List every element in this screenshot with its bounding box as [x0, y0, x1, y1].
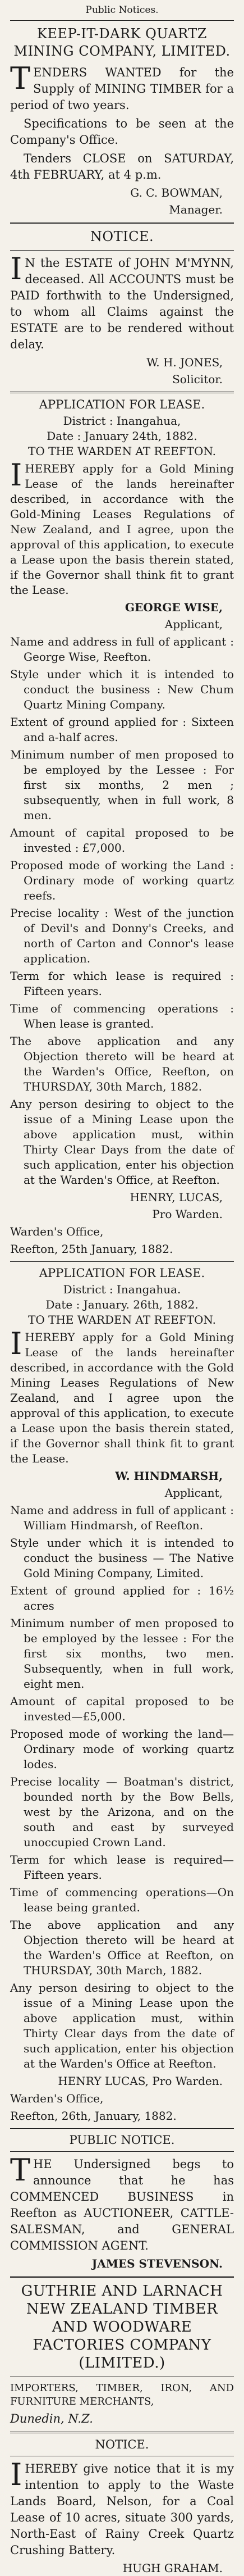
lease-body: IHEREBY apply for a Gold Mining Lease of the lands hereinafter described, in accordance with the Gold Mining Leases Regulations of New Zealand, and I agree upon the approval of this application, to execute a Lease upon the basis therein stated, if the Governor shall think fit to grant the Lease.: [10, 1326, 234, 1465]
lease-to: TO THE WARDEN AT REEFTON.: [28, 444, 216, 458]
lease-applicant-role: Applicant,: [164, 617, 223, 631]
divider: [10, 1261, 234, 1262]
lease-date: Date : January 24th, 1882.: [47, 429, 197, 443]
lease-office-date: Reefton, 25th January, 1882.: [10, 1242, 173, 1256]
lease-applicant: GEORGE WISE,: [125, 601, 223, 614]
lease-applicant-role: Applicant,: [164, 1486, 223, 1500]
lease-office: Warden's Office,: [10, 1225, 104, 1238]
notice-title: KEEP-IT-DARK QUARTZ MINING COMPANY, LIMITED.: [13, 26, 231, 59]
lease-to: TO THE WARDEN AT REEFTON.: [28, 1313, 216, 1326]
divider: [10, 2432, 234, 2433]
lease-office-date: Reefton, 26th, January, 1882.: [10, 2109, 177, 2123]
lease-signer: HENRY, LUCAS,: [130, 1191, 223, 1204]
lease-office: Warden's Office,: [10, 2092, 104, 2105]
lease-item: Name and address in full of applicant : William Hindmarsh, of Reefton.: [10, 1503, 234, 1532]
lease-application-hindmarsh: [10, 1266, 234, 2124]
lease-body: IHEREBY apply for a Gold Mining Lease of the lands hereinafter described, in accordance with the Gold-Mining Leases Regulations of New Zealand, and I agree, upon the approval of this application, to execute a Lease upon the basis therein stated, if the Governor shall think fit to grant the Lease.: [10, 457, 234, 597]
lease-item: Name and address in full of applicant : George Wise, Reefton.: [10, 635, 234, 664]
notice-signer: W. H. JONES,: [146, 356, 223, 369]
notice-title: NOTICE.: [90, 229, 154, 244]
divider: [10, 222, 234, 224]
tender-notice: [10, 25, 234, 217]
notice-signer: JAMES STEVENSON.: [91, 2257, 223, 2270]
lease-applicant: W. HINDMARSH,: [115, 1469, 223, 1483]
lease-item: Proposed mode of working the Land : Ordinary mode of working quartz reefs.: [10, 858, 234, 902]
coal-lease-notice: [10, 2438, 234, 2576]
lease-district: District : Inangahua,: [63, 414, 181, 428]
lease-item: Amount of capital proposed to be invested—£5,000.: [10, 1694, 234, 1723]
guthrie-larnach-advert: [10, 2282, 234, 2427]
lease-item: Extent of ground applied for : Sixteen and a-half acres.: [10, 715, 234, 744]
notice-role: Solicitor.: [172, 372, 223, 386]
lease-item: Amount of capital proposed to be invested : £7,000.: [10, 826, 234, 855]
lease-item: Any person desiring to object to the issue of a Mining Lease upon the above application must, within Thirty Clear days from the date of such application, enter his objection at the Warden's Office at Reefton.: [10, 1981, 234, 2070]
divider: [10, 392, 234, 393]
lease-signer: HENRY LUCAS, Pro Warden.: [58, 2074, 223, 2088]
lease-item: Any person desiring to object to the issue of a Mining Lease upon the above application must, within Thirty Clear Days from the date of such application, enter his objection at the Warden's Office, at Reefton.: [10, 1097, 234, 1187]
lease-item: Term for which lease is required—Fifteen years.: [10, 1853, 234, 1882]
advert-place: Dunedin, N.Z.: [10, 2412, 93, 2425]
lease-item: Style under which it is intended to conduct the business — The Native Gold Mining Company, Limited.: [10, 1536, 234, 1580]
divider: [10, 2151, 234, 2152]
lease-item: Style under which it is intended to conduct the business : New Chum Quartz Mining Company.: [10, 667, 234, 711]
notice-signer: HUGH GRAHAM.: [122, 2561, 223, 2575]
notice-body: IHEREBY give notice that it is my intention to apply to the Waste Lands Board, Nelson, for a Coal Lease of 10 acres, situate 300 yards, North-East of Rainy Creek Quartz Crushing Battery.: [10, 2457, 234, 2557]
lease-title: APPLICATION FOR LEASE.: [39, 1266, 205, 1280]
lease-item: Extent of ground applied for : 16½ acres: [10, 1584, 234, 1612]
lease-item: Proposed mode of working the land—Ordinary mode of working quartz lodes.: [10, 1727, 234, 1771]
lease-date: Date : January. 26th, 1882.: [45, 1298, 199, 1311]
notice-spec: Specifications to be seen at the Company's Office.: [10, 117, 234, 147]
notice-title: NOTICE.: [95, 2438, 149, 2451]
notice-body: TENDERS WANTED for the Supply of MINING TIMBER for a period of two years.: [10, 61, 234, 112]
notice-close: Tenders CLOSE on SATURDAY, 4th FEBRUARY, at 4 p.m.: [10, 152, 234, 181]
lease-item: Time of commencing operations—On lease being granted.: [10, 1886, 234, 1914]
advert-title: GUTHRIE AND LARNACH NEW ZEALAND TIMBER AND WOODWARE FACTORIES COMPANY (LIMITED.): [21, 2283, 223, 2371]
public-notice-auctioneer: [10, 2133, 234, 2271]
lease-item: Precise locality — Boatman's district, bounded north by the Bow Bells, west by the Arizona, and on the south and east by surveyed unoccupied Crown Land.: [10, 1775, 234, 1849]
section-header: Public Notices.: [85, 4, 159, 16]
lease-item: Time of commencing operations : When lease is granted.: [10, 1002, 234, 1030]
lease-signer-role: Pro Warden.: [152, 1207, 223, 1221]
lease-district: District : Inangahua.: [63, 1283, 181, 1296]
lease-item: The above application and any Objection thereto will be heard at the Warden's Office, Reefton, on THURSDAY, 30th March, 1882.: [10, 1034, 234, 1093]
notice-role: Manager.: [169, 203, 223, 216]
notice-title: PUBLIC NOTICE.: [69, 2133, 175, 2147]
notice-body: IN the ESTATE of JOHN M'MYNN, deceased. All ACCOUNTS must be PAID forthwith to the Undersigned, to whom all Claims against the ESTATE are to be rendered without delay.: [10, 251, 234, 351]
notice-body: THE Undersigned begs to announce that he has COMMENCED BUSINESS in Reefton as AUCTIONEER, CATTLE-SALESMAN, and GENERAL COMMISSION AGENT.: [10, 2152, 234, 2252]
divider: [10, 2128, 234, 2129]
notice-signer: G. C. BOWMAN,: [130, 186, 223, 199]
divider: [10, 250, 234, 251]
lease-application-wise: [10, 398, 234, 1257]
lease-item: The above application and any Objection thereto will be heard at the Warden's Office at Reefton, on THURSDAY, 30th March, 1882.: [10, 1918, 234, 1977]
divider: [10, 2276, 234, 2278]
lease-title: APPLICATION FOR LEASE.: [39, 398, 205, 411]
estate-notice: [10, 228, 234, 387]
lease-item: Term for which lease is required : Fifteen years.: [10, 969, 234, 998]
divider: [10, 20, 234, 21]
lease-item: Minimum number of men proposed to be employed by the Lessee : For first six months, 2 men ; subsequently, when in full work, 8 men.: [10, 748, 234, 822]
advert-body: IMPORTERS, TIMBER, IRON, AND FURNITURE MERCHANTS,: [10, 2382, 234, 2407]
lease-item: Precise locality : West of the junction of Devil's and Donny's Creeks, and north of Carton and Connor's lease application.: [10, 906, 234, 965]
lease-item: Minimum number of men proposed to be employed by the lessee : For the first six months, two men. Subsequently, when in full work, eight men.: [10, 1616, 234, 1691]
